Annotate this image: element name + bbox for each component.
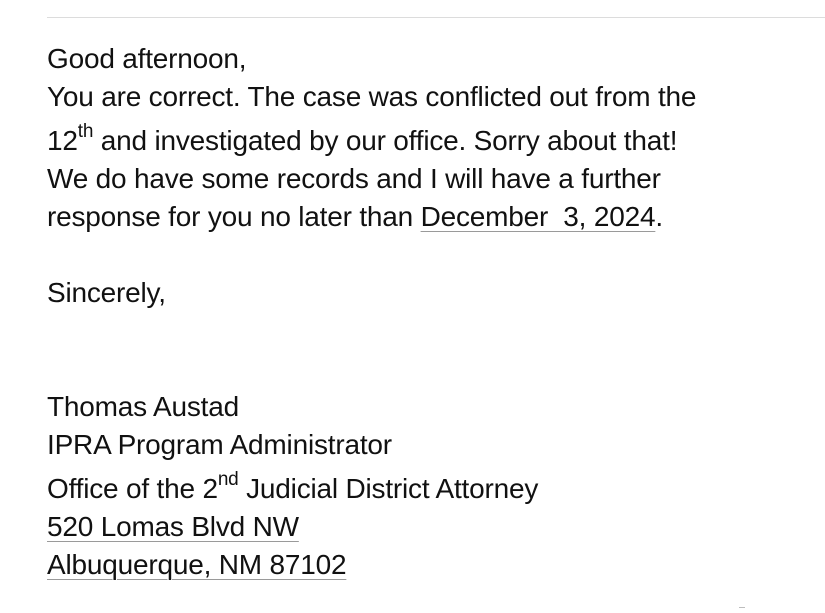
signature-name: Thomas Austad xyxy=(47,391,239,422)
body-line-4 xyxy=(47,198,817,236)
court-number: 12 xyxy=(47,125,78,156)
signature-office-rest: Judicial District Attorney xyxy=(238,473,539,504)
email-body xyxy=(47,40,817,584)
signature-address-line-1 xyxy=(47,508,817,546)
body-line-2-text: and investigated by our office. Sorry about that! xyxy=(93,125,678,156)
closing: Sincerely, xyxy=(47,277,166,308)
corner-mark xyxy=(739,607,745,611)
spacer xyxy=(47,312,817,388)
body-line-1: You are correct. The case was conflicted out from the xyxy=(47,81,697,112)
ordinal-suffix: th xyxy=(77,120,94,142)
signature-office-text: Office of the 2 xyxy=(47,473,218,504)
date-link[interactable]: December 3, 2024 xyxy=(420,201,656,232)
body-line-3: We do have some records and I will have a further xyxy=(47,163,661,194)
greeting: Good afternoon, xyxy=(47,43,247,74)
signature-office xyxy=(47,470,817,508)
signature-address-line-2 xyxy=(47,546,817,584)
signature-title: IPRA Program Administrator xyxy=(47,429,392,460)
address-link-street[interactable]: 520 Lomas Blvd NW xyxy=(47,511,299,542)
body-line-2 xyxy=(47,122,817,160)
address-link-city[interactable]: Albuquerque, NM 87102 xyxy=(47,549,347,580)
top-divider xyxy=(47,17,825,18)
ordinal-suffix: nd xyxy=(217,468,239,490)
spacer xyxy=(47,236,817,274)
body-line-4-period: . xyxy=(655,201,663,232)
body-line-4-text: response for you no later than xyxy=(47,201,421,232)
